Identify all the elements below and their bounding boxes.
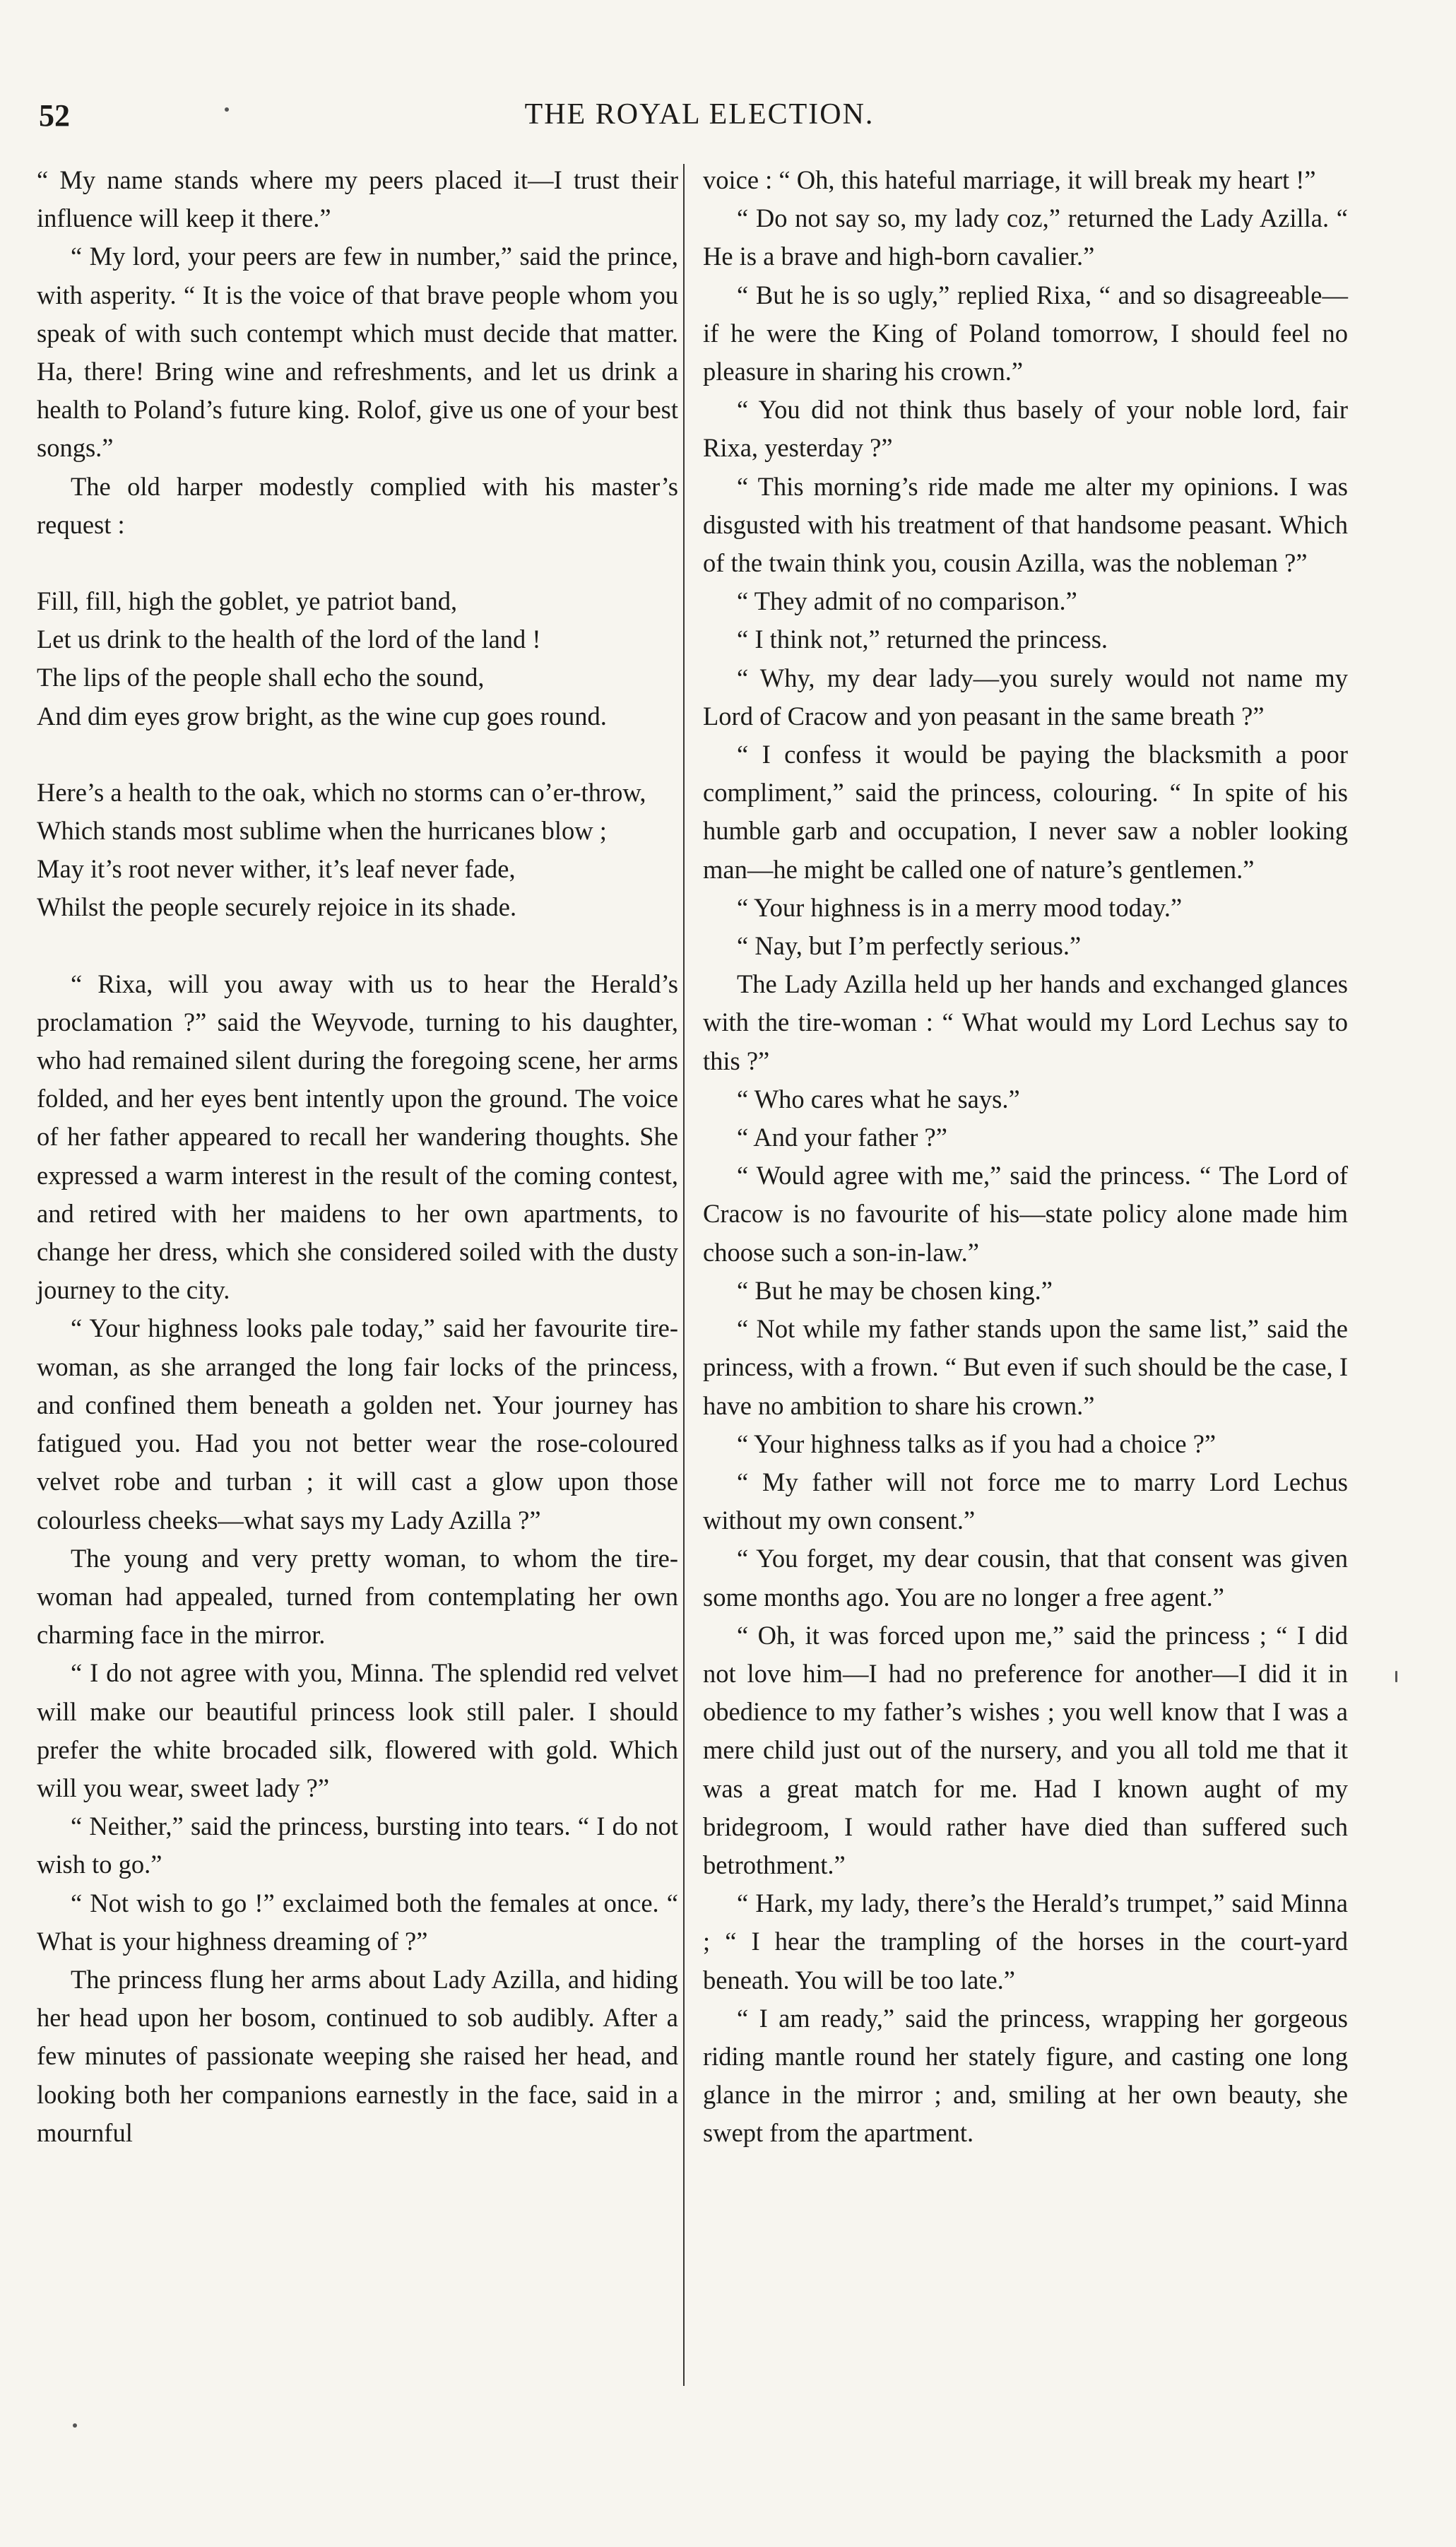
paragraph: “ I confess it would be paying the blacksmith a poor compliment,” said the princess, colouring. “ In spite of his humble garb and occupation, I never saw a nobler looking man—he might be called one of nature’s gentlemen.” xyxy=(703,740,1348,884)
right-paragraphs xyxy=(703,161,1348,2153)
paragraph: “ Your highness talks as if you had a choice ?” xyxy=(737,1429,1217,1458)
paragraph: “ You did not think thus basely of your noble lord, fair Rixa, yesterday ?” xyxy=(703,395,1348,463)
paragraph: “ But he is so ugly,” replied Rixa, “ and so disagreeable—if he were the King of Poland tomorrow, I should feel no pleasure in sharing his crown.” xyxy=(703,280,1348,386)
print-speck xyxy=(73,2423,77,2428)
print-speck xyxy=(1395,1671,1397,1682)
verse-line: And dim eyes grow bright, as the wine cup goes round. xyxy=(37,701,607,731)
paragraph: “ Your highness is in a merry mood today.” xyxy=(737,892,1183,922)
poem xyxy=(37,582,678,927)
page-number: 52 xyxy=(39,98,70,133)
paragraph: “ They admit of no comparison.” xyxy=(737,586,1077,616)
paragraph: “ Neither,” said the princess, bursting into tears. “ I do not wish to go.” xyxy=(37,1812,678,1879)
paragraph: “ I think not,” returned the princess. xyxy=(737,625,1108,654)
paragraph: “ Your highness looks pale today,” said her favourite tire-woman, as she arranged the long fair locks of the princess, and confined them beneath a golden net. Your journey has fatigued you. Had you not better wear the rose-coloured velvet robe and turban ; it will cast a glow upon those colourless cheeks—what says my Lady Azilla ?” xyxy=(37,1313,678,1535)
paragraph: “ Not while my father stands upon the same list,” said the princess, with a frown. “ But even if such should be the case, I have no ambition to share his crown.” xyxy=(703,1314,1348,1420)
print-speck xyxy=(225,107,229,112)
poem-stanza xyxy=(37,582,678,735)
verse-line: Which stands most sublime when the hurricanes blow ; xyxy=(37,816,607,846)
verse-line: Here’s a health to the oak, which no storms can o’er-throw, xyxy=(37,777,646,807)
running-title: THE ROYAL ELECTION. xyxy=(524,98,875,131)
paragraph: “ My father will not force me to marry Lord Lechus without my own consent.” xyxy=(703,1467,1348,1535)
right-column xyxy=(703,161,1348,2153)
paragraph: The princess flung her arms about Lady Azilla, and hiding her head upon her bosom, continued to sob audibly. After a few minutes of passionate weeping she raised her head, and looking both her companions earnestly in the face, said in a mournful xyxy=(37,1964,678,2147)
paragraph: “ Oh, it was forced upon me,” said the princess ; “ I did not love him—I had no preference for another—I did it in obedience to my father’s wishes ; you well know that I was a mere child just out of the nursery, and you all told me that it was a great match for me. Had I known aught of my bridegroom, I would rather have died than suffered such betrothment.” xyxy=(703,1620,1348,1879)
paragraph: “ My name stands where my peers placed it—I trust their influence will keep it there.” xyxy=(37,165,678,233)
poem-stanza xyxy=(37,774,678,927)
paragraph: “ Not wish to go !” exclaimed both the females at once. “ What is your highness dreaming of ?” xyxy=(37,1888,678,1956)
paragraph: “ This morning’s ride made me alter my opinions. I was disgusted with his treatment of that handsome peasant. Which of the twain think you, cousin Azilla, was the nobleman ?” xyxy=(703,471,1348,578)
paragraph: “ My lord, your peers are few in number,” said the prince, with asperity. “ It is the voice of that brave people whom you speak of with such contempt which must decide that matter. Ha, there! Bring wine and refreshments, and let us drink a health to Poland’s future king. Rolof, give us one of your best songs.” xyxy=(37,242,678,463)
verse-line: Let us drink to the health of the lord of the land ! xyxy=(37,625,541,654)
paragraph: “ You forget, my dear cousin, that that consent was given some months ago. You are no longer a free agent.” xyxy=(703,1544,1348,1612)
verse-line: Whilst the people securely rejoice in its shade. xyxy=(37,892,517,922)
paragraph: The old harper modestly complied with his master’s request : xyxy=(37,471,678,539)
paragraph: “ Would agree with me,” said the princess. “ The Lord of Cracow is no favourite of his—state policy alone made him choose such a son-in-law.” xyxy=(703,1161,1348,1267)
paragraph: “ But he may be chosen king.” xyxy=(737,1275,1053,1305)
paragraph: “ Rixa, will you away with us to hear the Herald’s proclamation ?” said the Weyvode, turning to his daughter, who had remained silent during the foregoing scene, her arms folded, and her eyes bent intently upon the ground. The voice of her father appeared to recall her wandering thoughts. She expressed a warm interest in the result of the coming contest, and retired with her maidens to her own apartments, to change her dress, which she considered soiled with the dusty journey to the city. xyxy=(37,969,678,1305)
paragraph: The young and very pretty woman, to whom the tire-woman had appealed, turned from contemplating her own charming face in the mirror. xyxy=(37,1543,678,1650)
verse-line: The lips of the people shall echo the sound, xyxy=(37,663,485,692)
left-paragraphs xyxy=(37,965,678,2152)
left-intro xyxy=(37,161,678,544)
paragraph: “ I do not agree with you, Minna. The splendid red velvet will make our beautiful princess look still paler. I should prefer the white brocaded silk, flowered with gold. Which will you wear, sweet lady ?” xyxy=(37,1658,678,1802)
paragraph: “ Nay, but I’m perfectly serious.” xyxy=(737,931,1082,961)
running-head xyxy=(39,97,1360,140)
column-divider xyxy=(683,164,685,2386)
paragraph: “ I am ready,” said the princess, wrapping her gorgeous riding mantle round her stately figure, and casting one long glance in the mirror ; and, smiling at her own beauty, she swept from the apartment. xyxy=(703,2003,1348,2148)
left-column xyxy=(37,161,678,2152)
paragraph: “ Who cares what he says.” xyxy=(737,1084,1020,1113)
paragraph: “ Why, my dear lady—you surely would not name my Lord of Cracow and yon peasant in the same breath ?” xyxy=(703,663,1348,731)
paragraph: “ Hark, my lady, there’s the Herald’s trumpet,” said Minna ; “ I hear the trampling of the horses in the court-yard beneath. You will be too late.” xyxy=(703,1889,1348,1995)
paragraph: “ Do not say so, my lady coz,” returned the Lady Azilla. “ He is a brave and high-born cavalier.” xyxy=(703,203,1348,271)
paragraph: “ And your father ?” xyxy=(737,1123,947,1152)
paragraph: The Lady Azilla held up her hands and exchanged glances with the tire-woman : “ What would my Lord Lechus say to this ?” xyxy=(703,969,1348,1075)
verse-line: Fill, fill, high the goblet, ye patriot band, xyxy=(37,586,458,616)
verse-line: May it’s root never wither, it’s leaf never fade, xyxy=(37,854,516,884)
paragraph: voice : “ Oh, this hateful marriage, it will break my heart !” xyxy=(703,165,1316,194)
